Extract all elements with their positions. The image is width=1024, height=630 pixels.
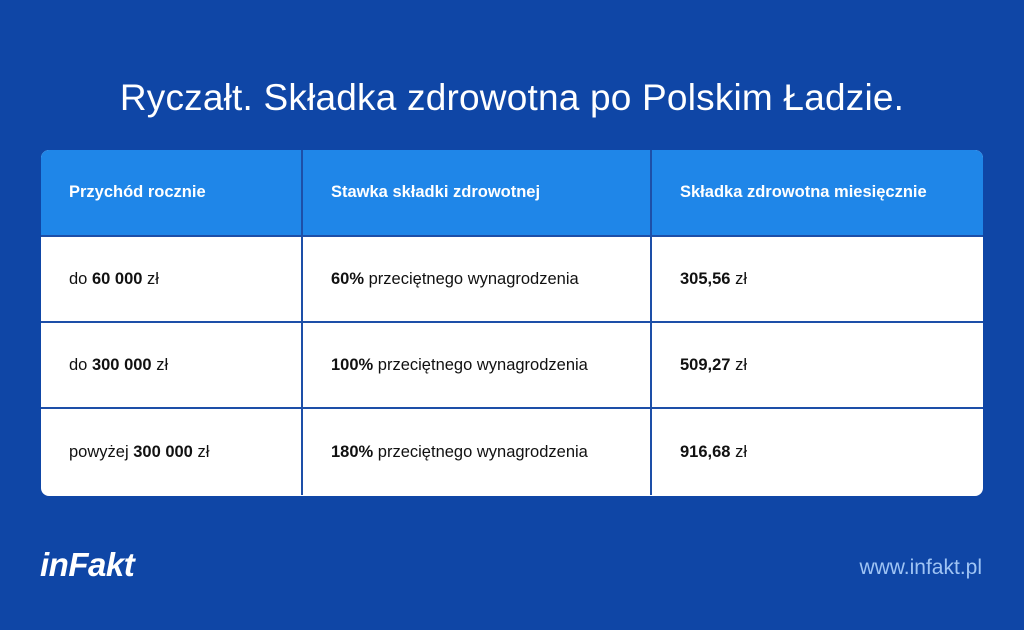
income-value: 60 000 — [91, 269, 143, 288]
income-value: 300 000 — [91, 355, 152, 374]
income-prefix: powyżej — [69, 442, 129, 461]
income-prefix: do — [69, 355, 88, 374]
rate-text: przeciętnego wynagrodzenia — [377, 442, 588, 461]
income-cell — [41, 323, 303, 407]
amount-cell — [652, 237, 983, 321]
rate-value: 60% — [331, 269, 365, 288]
table-row — [41, 409, 983, 495]
table-header-row — [41, 150, 983, 237]
income-suffix: zł — [156, 355, 169, 374]
amount-suffix: zł — [735, 355, 747, 374]
amount-cell — [652, 409, 983, 495]
header-rate: Stawka składki zdrowotnej — [303, 150, 652, 235]
income-prefix: do — [69, 269, 88, 288]
page-title: Ryczałt. Składka zdrowotna po Polskim Ładzie. — [119, 76, 905, 118]
rate-cell — [303, 237, 652, 321]
rate-text: przeciętnego wynagrodzenia — [368, 269, 579, 288]
website-link[interactable]: www.infakt.pl — [859, 556, 982, 579]
amount-cell — [652, 323, 983, 407]
amount-value: 916,68 — [680, 442, 731, 461]
income-cell — [41, 409, 303, 495]
table-row — [41, 237, 983, 323]
amount-suffix: zł — [735, 269, 747, 288]
rate-cell — [303, 323, 652, 407]
amount-value: 305,56 — [680, 269, 731, 288]
rate-text: przeciętnego wynagrodzenia — [377, 355, 588, 374]
income-value: 300 000 — [133, 442, 193, 461]
header-income: Przychód rocznie — [41, 150, 303, 235]
income-suffix: zł — [197, 442, 210, 461]
amount-suffix: zł — [735, 442, 747, 461]
infakt-logo: inFakt — [40, 546, 135, 583]
header-monthly-amount: Składka zdrowotna miesięcznie — [680, 183, 927, 201]
income-suffix: zł — [147, 269, 159, 288]
rate-value: 180% — [331, 442, 374, 461]
rate-cell — [303, 409, 652, 495]
table-row — [41, 323, 983, 409]
amount-value: 509,27 — [680, 355, 731, 374]
rate-value: 100% — [331, 355, 374, 374]
health-contribution-table — [41, 150, 983, 496]
income-cell — [41, 237, 303, 321]
